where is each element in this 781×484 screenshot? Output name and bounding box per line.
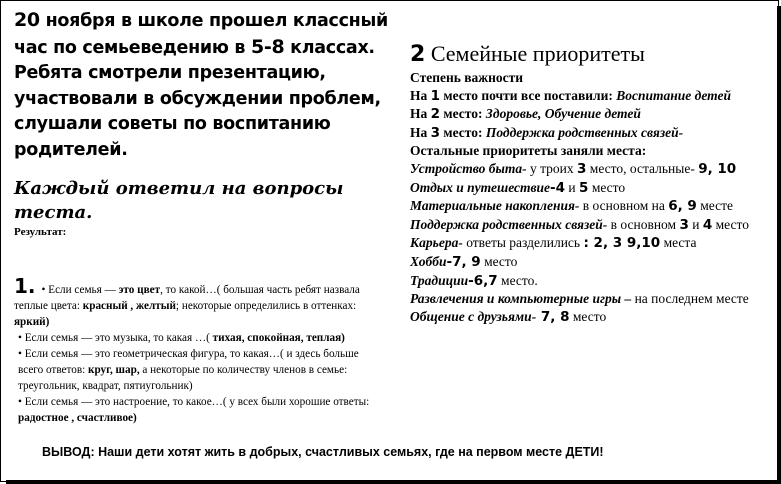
frame-shadow-bottom [6, 480, 781, 484]
priority-line: Отдых и путешествие-4 и 5 место [410, 179, 626, 196]
conclusion-text: ВЫВОД: Наши дети хотят жить в добрых, счастливых семьях, где на первом месте ДЕТИ! [42, 445, 604, 459]
result-label: Результат: [14, 226, 67, 238]
results-list [14, 274, 384, 426]
list-item: • Если семья — это геометрическая фигура, то какая…( и здесь больше всего ответов: круг, шар, а некоторые по количеству членов в семье: треугольник, квадрат, пятиугольник) [18, 348, 359, 392]
priorities-heading: 2 Семейные приоритеты [410, 41, 645, 67]
intro-paragraph: 20 ноября в школе прошел классный час по семьеведению в 5-8 классах. Ребята смотрели презентацию, участвовали в обсуждении проблем, слушали советы по воспитанию родителей. [14, 9, 388, 160]
priority-line: Остальные приоритеты заняли места: [410, 143, 647, 159]
right-column [410, 40, 758, 326]
priority-line: Материальные накопления- в основном на 6, 9 месте [410, 198, 733, 215]
priority-line: Устройство быта- у троих 3 место, остальные- 9, 10 [410, 160, 737, 177]
frame-shadow-right [777, 6, 781, 484]
priority-line: Традиции-6,7 место. [410, 272, 538, 289]
section-number: 1. [14, 274, 36, 298]
priority-line: Карьера- ответы разделились : 2, 3 9,10 места [410, 235, 697, 252]
priority-line: Хобби-7, 9 место [410, 253, 518, 270]
list-item: 1. • Если семья — это цвет, то какой…( большая часть ребят назвала теплые цвета: красный , желтый; некоторые определились в оттенках: яркий) [14, 274, 360, 328]
priority-line: Общение с друзьями- 7, 8 место [410, 308, 607, 325]
left-column [14, 8, 394, 239]
priority-line: На 3 место: Поддержка родственных связей- [410, 124, 684, 141]
priority-line: Поддержка родственных связей- в основном 3 и 4 место [410, 216, 749, 233]
priority-line: На 1 место почти все поставили: Воспитание детей [410, 87, 731, 104]
answered-heading: Каждый ответил на вопросы теста. [14, 178, 344, 223]
list-item: • Если семья — это настроение, то какое…( у всех были хорошие ответы: радостное , счастливое) [18, 396, 370, 424]
degree-label: Степень важности [410, 70, 524, 85]
priority-line: На 2 место: Здоровье, Обучение детей [410, 106, 641, 123]
list-item: • Если семья — это музыка, то какая …( тихая, спокойная, теплая) [18, 332, 345, 344]
priority-line: Развлечения и компьютерные игры – на последнем месте [410, 291, 749, 307]
